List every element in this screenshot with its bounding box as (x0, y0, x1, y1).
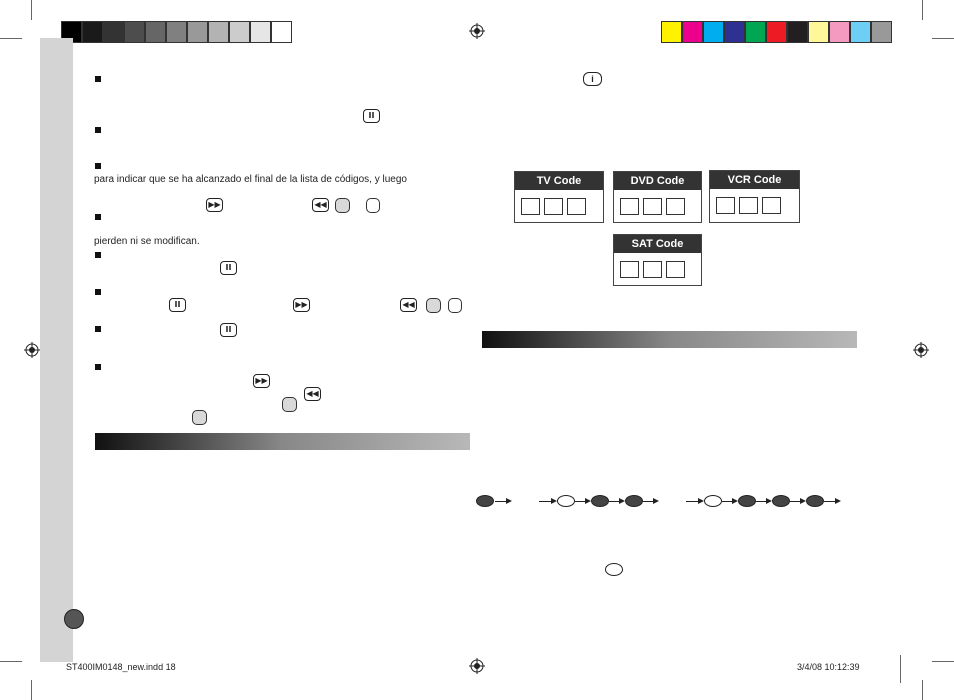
bullet (95, 163, 101, 169)
channel-button-icon (426, 298, 441, 313)
crop-mark (932, 661, 954, 662)
dark-button-icon (738, 495, 756, 507)
bullet (95, 214, 101, 220)
dark-button-icon (625, 495, 643, 507)
bullet (95, 326, 101, 332)
bullet (95, 127, 101, 133)
color-swatch (82, 21, 103, 43)
color-swatch (166, 21, 187, 43)
code-digit-cell (666, 261, 685, 278)
fast-forward-icon: ▶▶ (293, 298, 310, 312)
dark-button-icon (806, 495, 824, 507)
rewind-icon: ◀◀ (400, 298, 417, 312)
color-swatch (871, 21, 892, 43)
dark-button-icon (591, 495, 609, 507)
color-swatch (271, 21, 292, 43)
light-button-icon (704, 495, 722, 507)
channel-button-icon (192, 410, 207, 425)
color-swatch (766, 21, 787, 43)
dark-button-icon (476, 495, 494, 507)
footer-file-page: ST400IM0148_new.indd 18 (66, 662, 176, 672)
code-digit-cell (762, 197, 781, 214)
color-swatch (745, 21, 766, 43)
fast-forward-icon: ▶▶ (253, 374, 270, 388)
crop-mark (922, 0, 923, 20)
color-swatch (124, 21, 145, 43)
registration-mark-icon (24, 342, 40, 358)
code-box-title: SAT Code (614, 235, 701, 253)
light-button-icon (557, 495, 575, 507)
code-digit-cell (643, 261, 662, 278)
code-digit-cell (666, 198, 685, 215)
code-digit-cell (544, 198, 563, 215)
code-digit-cell (620, 261, 639, 278)
color-swatch (850, 21, 871, 43)
color-swatch (145, 21, 166, 43)
crop-mark (0, 38, 22, 39)
section-heading-bar (482, 331, 857, 348)
channel-button-icon (448, 298, 462, 313)
fast-forward-icon: ▶▶ (206, 198, 223, 212)
crop-mark (31, 0, 32, 20)
code-digit-cell (739, 197, 758, 214)
color-swatch (187, 21, 208, 43)
section-heading-bar (95, 433, 470, 450)
pause-icon: II (363, 109, 380, 123)
code-digit-cell (716, 197, 735, 214)
mode-button-icon (605, 563, 623, 576)
registration-mark-icon (469, 658, 485, 674)
color-swatch (661, 21, 682, 43)
color-swatch (724, 21, 745, 43)
vcr-code-box (709, 170, 800, 223)
pause-icon: II (169, 298, 186, 312)
crop-mark (31, 680, 32, 700)
crop-mark (932, 38, 954, 39)
crop-mark (900, 655, 901, 683)
code-box-title: TV Code (515, 172, 603, 190)
crop-mark (0, 661, 22, 662)
color-swatch (703, 21, 724, 43)
channel-button-icon (366, 198, 380, 213)
pause-icon: II (220, 323, 237, 337)
registration-mark-icon (913, 342, 929, 358)
color-swatch (808, 21, 829, 43)
bullet (95, 76, 101, 82)
code-digit-cell (620, 198, 639, 215)
footer-date-time: 3/4/08 10:12:39 (797, 662, 860, 672)
bullet (95, 252, 101, 258)
code-box-title: DVD Code (614, 172, 701, 190)
rewind-icon: ◀◀ (312, 198, 329, 212)
code-digit-cell (643, 198, 662, 215)
page-number-marker (64, 609, 84, 629)
color-swatch (208, 21, 229, 43)
channel-button-icon (282, 397, 297, 412)
code-digit-cell (521, 198, 540, 215)
registration-mark-icon (469, 23, 485, 39)
dvd-code-box (613, 171, 702, 223)
sat-code-box (613, 234, 702, 286)
body-text-line: pierden ni se modifican. (94, 236, 200, 247)
color-swatch (250, 21, 271, 43)
arrow-head-icon (835, 498, 841, 504)
page-side-strip (40, 38, 73, 662)
body-text-line: para indicar que se ha alcanzado el final de la lista de códigos, y luego (94, 174, 407, 185)
color-swatch (682, 21, 703, 43)
color-swatch (787, 21, 808, 43)
color-swatch (103, 21, 124, 43)
code-digit-cell (567, 198, 586, 215)
code-box-title: VCR Code (710, 171, 799, 189)
dark-button-icon (772, 495, 790, 507)
tv-code-box (514, 171, 604, 223)
channel-button-icon (335, 198, 350, 213)
pause-icon: II (220, 261, 237, 275)
rewind-icon: ◀◀ (304, 387, 321, 401)
crop-mark (922, 680, 923, 700)
arrow-head-icon (653, 498, 659, 504)
arrow-head-icon (506, 498, 512, 504)
color-swatch (829, 21, 850, 43)
info-icon: i (583, 72, 602, 86)
color-swatch (229, 21, 250, 43)
bullet (95, 364, 101, 370)
bullet (95, 289, 101, 295)
